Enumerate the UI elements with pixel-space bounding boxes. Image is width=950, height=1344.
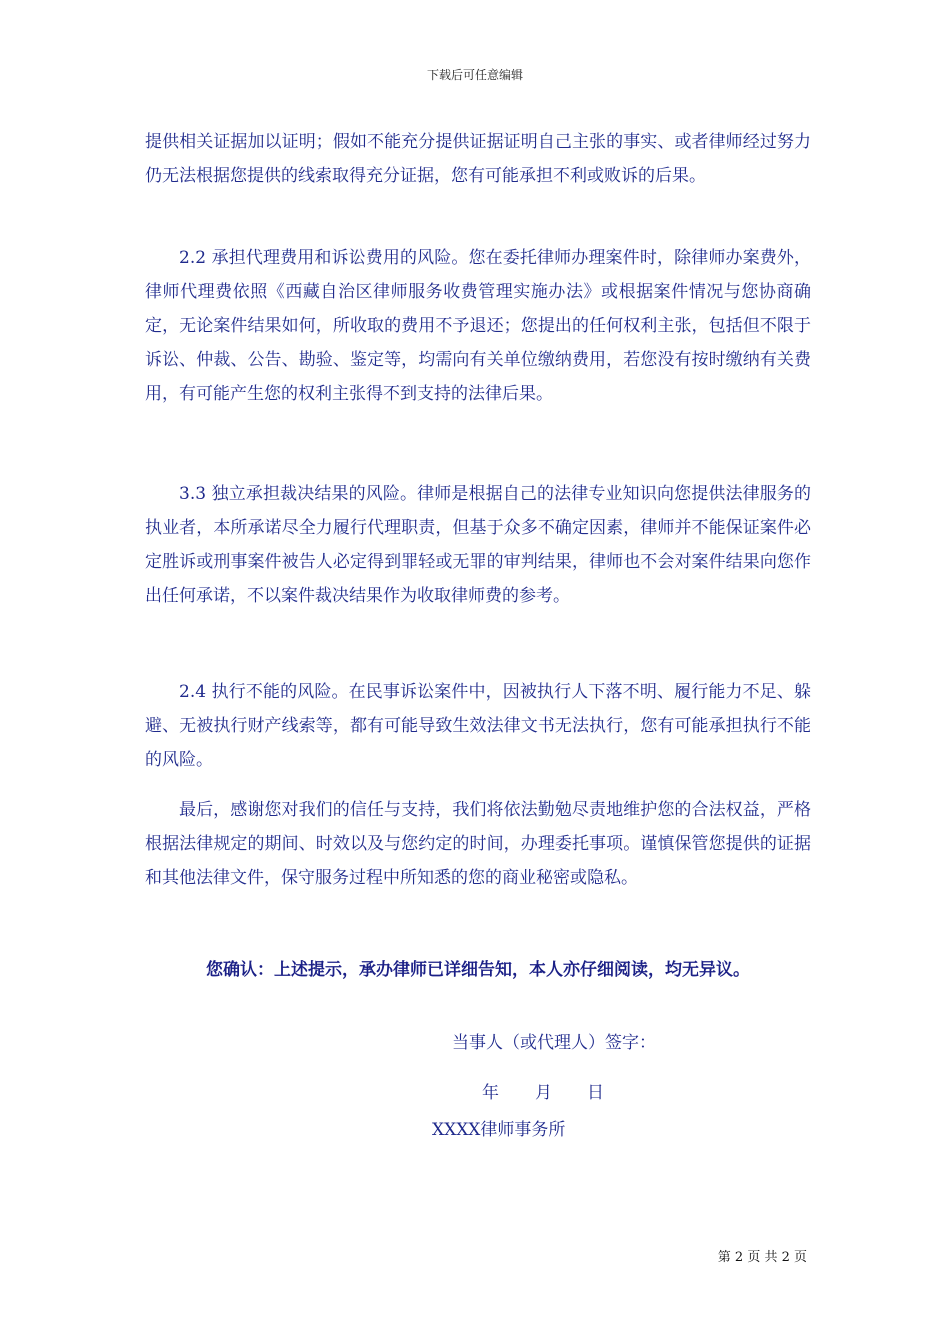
date-day-label: 日 [587,1083,604,1103]
paragraph-verdict-risk: 3.3 独立承担裁决结果的风险。律师是根据自己的法律专业知识向您提供法律服务的执业者，本所承诺尽全力履行代理职责，但基于众多不确定因素，律师并不能保证案件必定胜诉或刑事案件被告人必定得到罪轻或无罪的审判结果，律师也不会对案件结果向您作出任何承诺，不以案件裁决结果作为收取律师费的参考。 [145,484,811,606]
body-paragraph [145,793,811,895]
paragraph-fee-risk: 2.2 承担代理费用和诉讼费用的风险。您在委托律师办理案件时，除律师办案费外，律师代理费依照《西藏自治区律师服务收费管理实施办法》或根据案件情况与您协商确定，无论案件结果如何，所收取的费用不予退还；您提出的任何权利主张，包括但不限于诉讼、仲裁、公告、勘验、鉴定等，均需向有关单位缴纳费用，若您没有按时缴纳有关费用，有可能产生您的权利主张得不到支持的法律后果。 [145,248,811,404]
body-paragraph [145,675,811,777]
page-number-footer: 第 2 页 共 2 页 [717,1250,807,1265]
body-paragraph [145,477,811,613]
date-year-label: 年 [482,1083,499,1103]
paragraph-continuation: 提供相关证据加以证明；假如不能充分提供证据证明自己主张的事实、或者律师经过努力仍无法根据您提供的线索取得充分证据，您有可能承担不利或败诉的后果。 [145,132,811,186]
paragraph-closing: 最后，感谢您对我们的信任与支持，我们将依法勤勉尽责地维护您的合法权益，严格根据法律规定的期间、时效以及与您约定的时间，办理委托事项。谨慎保管您提供的证据和其他法律文件，保守服务过程中所知悉的您的商业秘密或隐私。 [145,800,811,888]
body-paragraph [145,241,811,411]
law-firm-name: XXXX律师事务所 [432,1120,566,1140]
body-paragraph [145,125,811,193]
paragraph-enforcement-risk: 2.4 执行不能的风险。在民事诉讼案件中，因被执行人下落不明、履行能力不足、躲避、无被执行财产线索等，都有可能导致生效法律文书无法执行，您有可能承担执行不能的风险。 [145,682,811,770]
date-month-label: 月 [535,1083,552,1103]
signature-party-label: 当事人（或代理人）签字： [452,1033,656,1053]
confirmation-statement: 您确认：上述提示，承办律师已详细告知，本人亦仔细阅读，均无异议。 [206,960,750,980]
page-header: 下载后可任意编辑 [426,68,523,82]
